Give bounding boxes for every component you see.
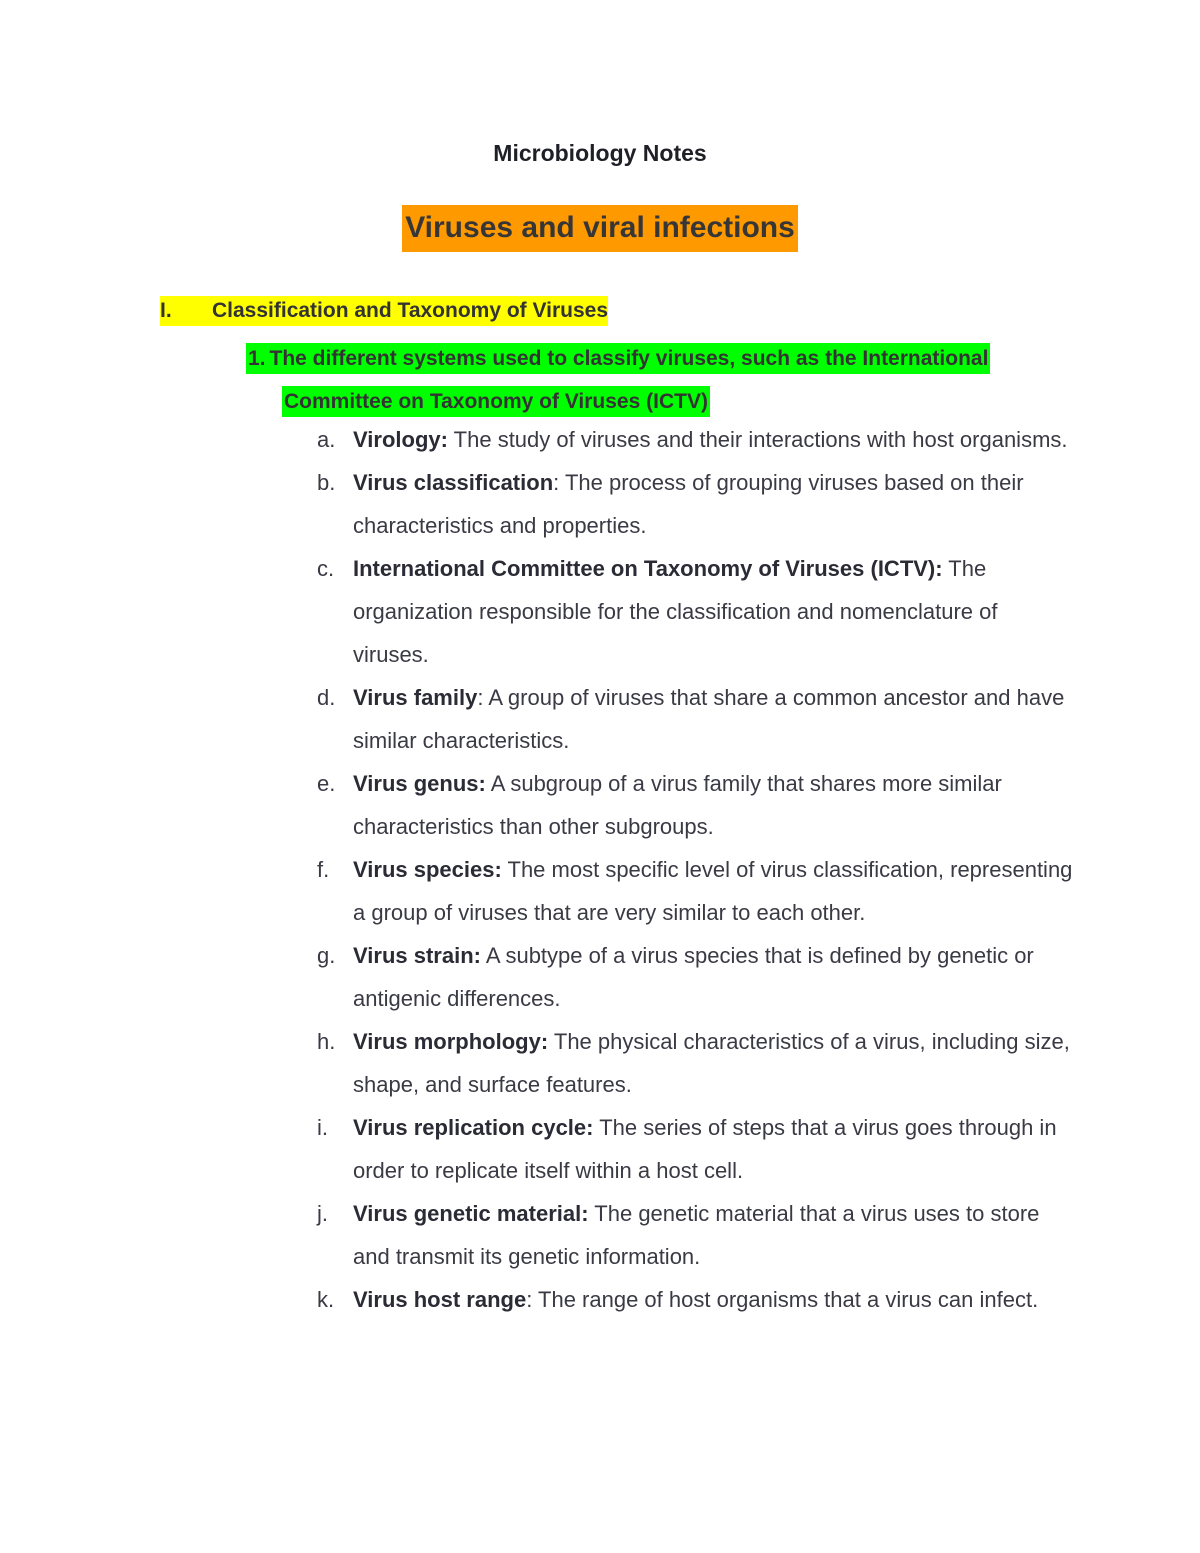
item-definition: The most specific level of virus classification, representing a group of viruses that are very similar to each other.	[353, 857, 1073, 925]
item-definition: : A group of viruses that share a common ancestor and have similar characteristics.	[353, 685, 1065, 753]
item-letter: c.	[317, 556, 335, 581]
item-letter: f.	[317, 857, 330, 882]
item-body	[353, 1192, 1073, 1278]
definition-list	[0, 418, 1200, 1321]
item-term: Virus replication cycle:	[353, 1115, 594, 1140]
item-letter: i.	[317, 1115, 328, 1140]
item-definition: The study of viruses and their interactions with host organisms.	[447, 427, 1068, 452]
definition-item	[0, 1278, 1200, 1321]
item-term: Virology:	[353, 427, 448, 452]
item-term: Virus genetic material:	[353, 1201, 589, 1226]
item-body	[353, 848, 1073, 934]
item-body	[353, 1106, 1073, 1192]
item-term: Virus morphology:	[353, 1029, 549, 1054]
item-definition: : The range of host organisms that a virus can infect.	[526, 1287, 1039, 1312]
definition-item	[0, 676, 1200, 762]
section-title: Viruses and viral infections	[402, 205, 798, 252]
definition-item	[0, 1020, 1200, 1106]
numbered-heading	[246, 337, 1066, 423]
numbered-heading-number: 1.	[246, 343, 268, 374]
item-body	[353, 1278, 1073, 1321]
item-letter: g.	[317, 943, 336, 968]
definition-item	[0, 762, 1200, 848]
item-letter: k.	[317, 1287, 335, 1312]
item-term: Virus family	[353, 685, 478, 710]
item-body	[353, 547, 1073, 676]
item-term: Virus genus:	[353, 771, 486, 796]
item-definition: A subtype of a virus species that is defined by genetic or antigenic differences.	[353, 943, 1034, 1011]
item-body	[353, 461, 1073, 547]
definition-item	[0, 461, 1200, 547]
item-term: Virus classification	[353, 470, 554, 495]
item-term: International Committee on Taxonomy of Viruses (ICTV):	[353, 556, 943, 581]
numbered-heading-line1: The different systems used to classify viruses, such as the International	[268, 343, 991, 374]
item-term: Virus species:	[353, 857, 502, 882]
roman-heading	[160, 296, 608, 326]
item-letter: b.	[317, 470, 336, 495]
item-definition: The series of steps that a virus goes through in order to replicate itself within a host cell.	[353, 1115, 1057, 1183]
item-term: Virus host range	[353, 1287, 527, 1312]
item-definition: The physical characteristics of a virus, including size, shape, and surface features.	[353, 1029, 1070, 1097]
item-letter: a.	[317, 427, 336, 452]
item-body	[353, 1020, 1073, 1106]
definition-item	[0, 547, 1200, 676]
item-body	[353, 934, 1073, 1020]
definition-item	[0, 418, 1200, 461]
item-definition: The genetic material that a virus uses to store and transmit its genetic information.	[353, 1201, 1040, 1269]
definition-item	[0, 848, 1200, 934]
roman-numeral: I.	[160, 299, 172, 322]
item-letter: e.	[317, 771, 336, 796]
definition-item	[0, 934, 1200, 1020]
item-definition: : The process of grouping viruses based on their characteristics and properties.	[353, 470, 1024, 538]
section-title-wrap	[0, 205, 1200, 252]
numbered-heading-line2: Committee on Taxonomy of Viruses (ICTV)	[282, 386, 710, 417]
item-letter: h.	[317, 1029, 336, 1054]
roman-heading-text: Classification and Taxonomy of Viruses	[212, 299, 608, 322]
item-letter: j.	[317, 1201, 328, 1226]
item-term: Virus strain:	[353, 943, 481, 968]
item-body	[353, 676, 1073, 762]
item-definition: The organization responsible for the classification and nomenclature of viruses.	[353, 556, 998, 667]
item-letter: d.	[317, 685, 336, 710]
definition-item	[0, 1192, 1200, 1278]
item-body	[353, 418, 1073, 461]
definition-item	[0, 1106, 1200, 1192]
document-title: Microbiology Notes	[493, 140, 707, 166]
item-body	[353, 762, 1073, 848]
item-definition: A subgroup of a virus family that shares more similar characteristics than other subgroups.	[353, 771, 1002, 839]
